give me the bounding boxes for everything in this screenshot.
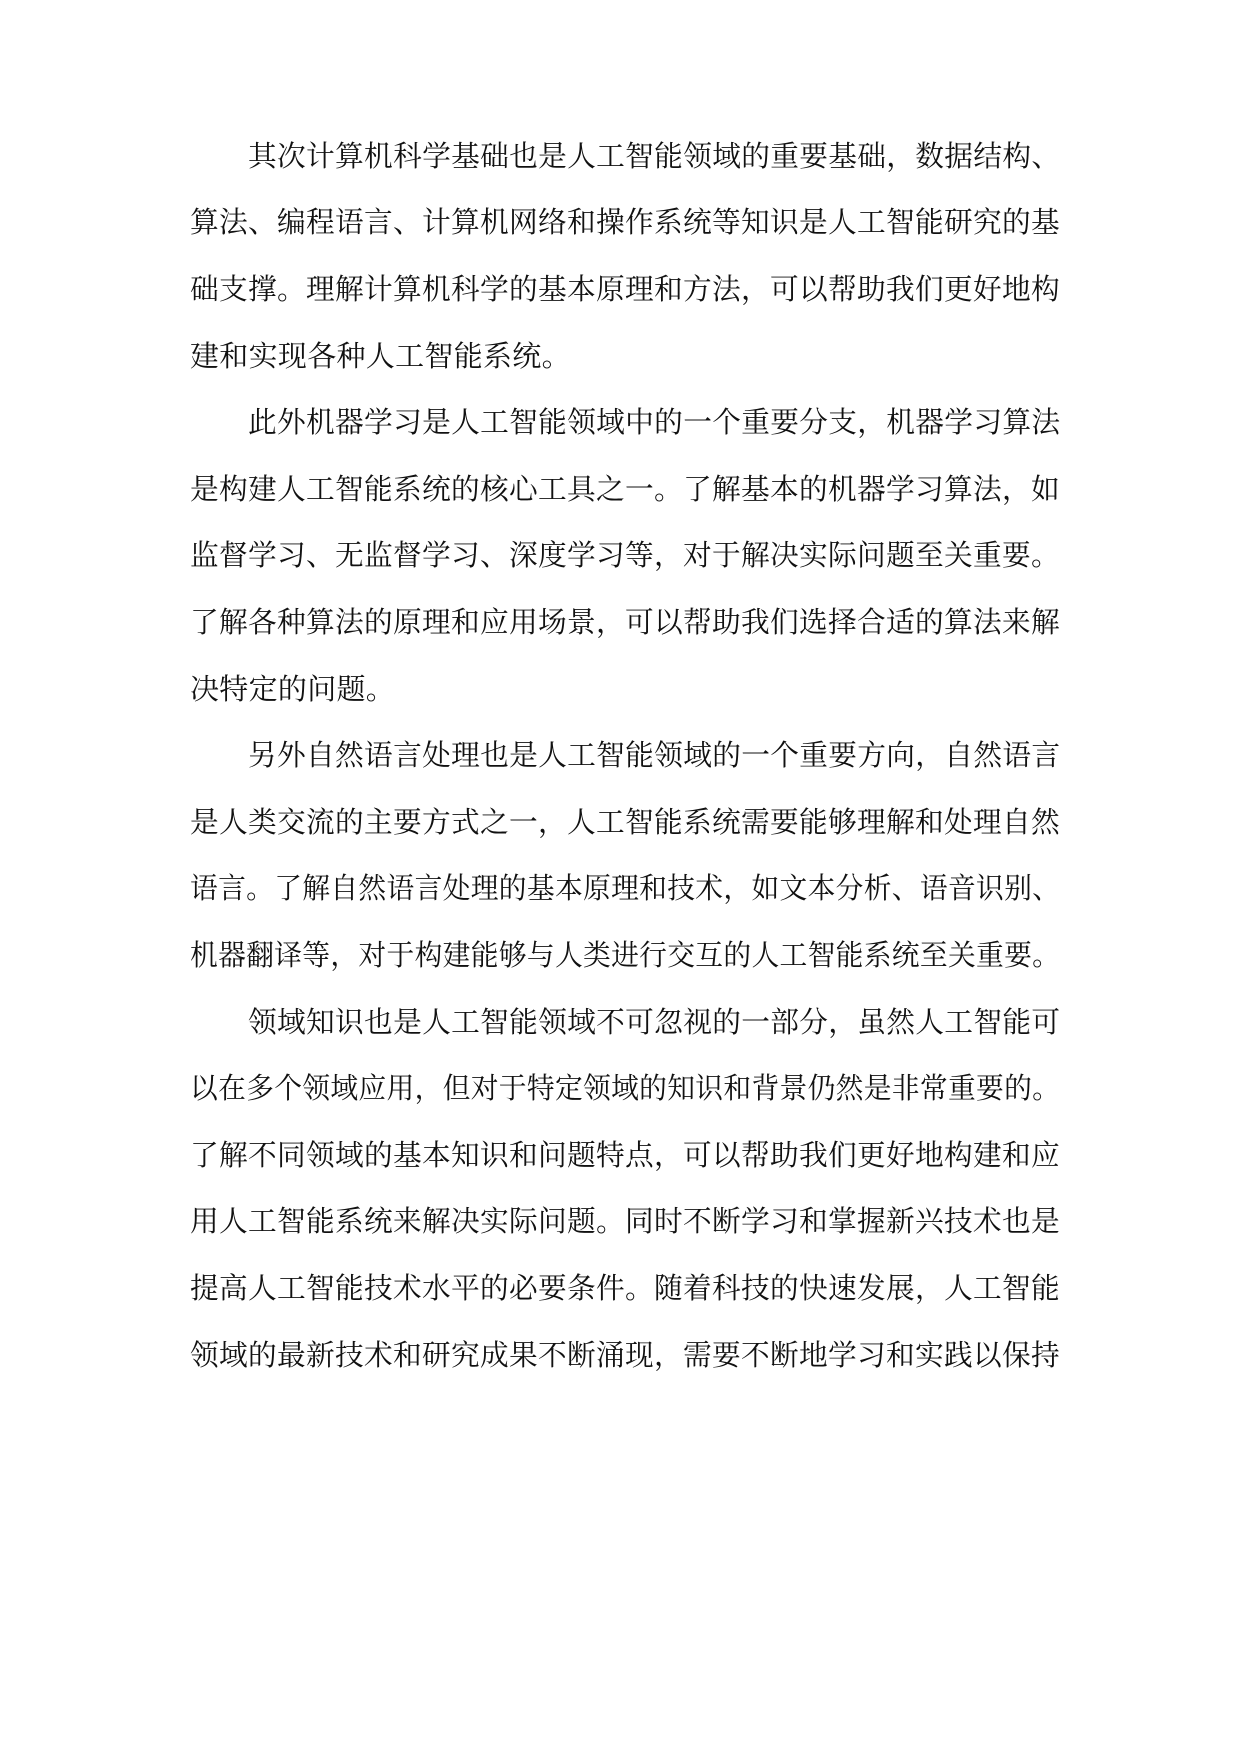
paragraph-4-line-2: 以在多个领域应用，但对于特定领域的知识和背景仍然是非常重要的。 [190, 1071, 1061, 1105]
paragraph-1-line-4: 建和实现各种人工智能系统。 [190, 339, 571, 373]
paragraph-1-line-1: 其次计算机科学基础也是人工智能领域的重要基础，数据结构、 [248, 139, 1061, 173]
paragraph-2-line-1: 此外机器学习是人工智能领域中的一个重要分支，机器学习算法 [248, 405, 1061, 439]
paragraph-1-line-2: 算法、编程语言、计算机网络和操作系统等知识是人工智能研究的基 [190, 205, 1061, 239]
paragraph-2-line-2: 是构建人工智能系统的核心工具之一。了解基本的机器学习算法，如 [190, 472, 1061, 506]
paragraph-4-line-6: 领域的最新技术和研究成果不断涌现，需要不断地学习和实践以保持 [190, 1338, 1061, 1372]
paragraph-4-line-3: 了解不同领域的基本知识和问题特点，可以帮助我们更好地构建和应 [190, 1138, 1061, 1172]
paragraph-2-line-3: 监督学习、无监督学习、深度学习等，对于解决实际问题至关重要。 [190, 538, 1061, 572]
paragraph-4-line-4: 用人工智能系统来解决实际问题。同时不断学习和掌握新兴技术也是 [190, 1204, 1061, 1238]
paragraph-3-line-3: 语言。了解自然语言处理的基本原理和技术，如文本分析、语音识别、 [190, 871, 1061, 905]
paragraph-1-line-3: 础支撑。理解计算机科学的基本原理和方法，可以帮助我们更好地构 [190, 272, 1061, 306]
paragraph-4-line-5: 提高人工智能技术水平的必要条件。随着科技的快速发展，人工智能 [190, 1271, 1061, 1305]
paragraph-2-line-4: 了解各种算法的原理和应用场景，可以帮助我们选择合适的算法来解 [190, 605, 1061, 639]
paragraph-3-line-4: 机器翻译等，对于构建能够与人类进行交互的人工智能系统至关重要。 [190, 938, 1061, 972]
paragraph-2-line-5: 决特定的问题。 [190, 672, 396, 706]
paragraph-4-line-1: 领域知识也是人工智能领域不可忽视的一部分，虽然人工智能可 [248, 1005, 1061, 1039]
paragraph-3-line-1: 另外自然语言处理也是人工智能领域的一个重要方向，自然语言 [248, 738, 1061, 772]
paragraph-3-line-2: 是人类交流的主要方式之一，人工智能系统需要能够理解和处理自然 [190, 805, 1061, 839]
